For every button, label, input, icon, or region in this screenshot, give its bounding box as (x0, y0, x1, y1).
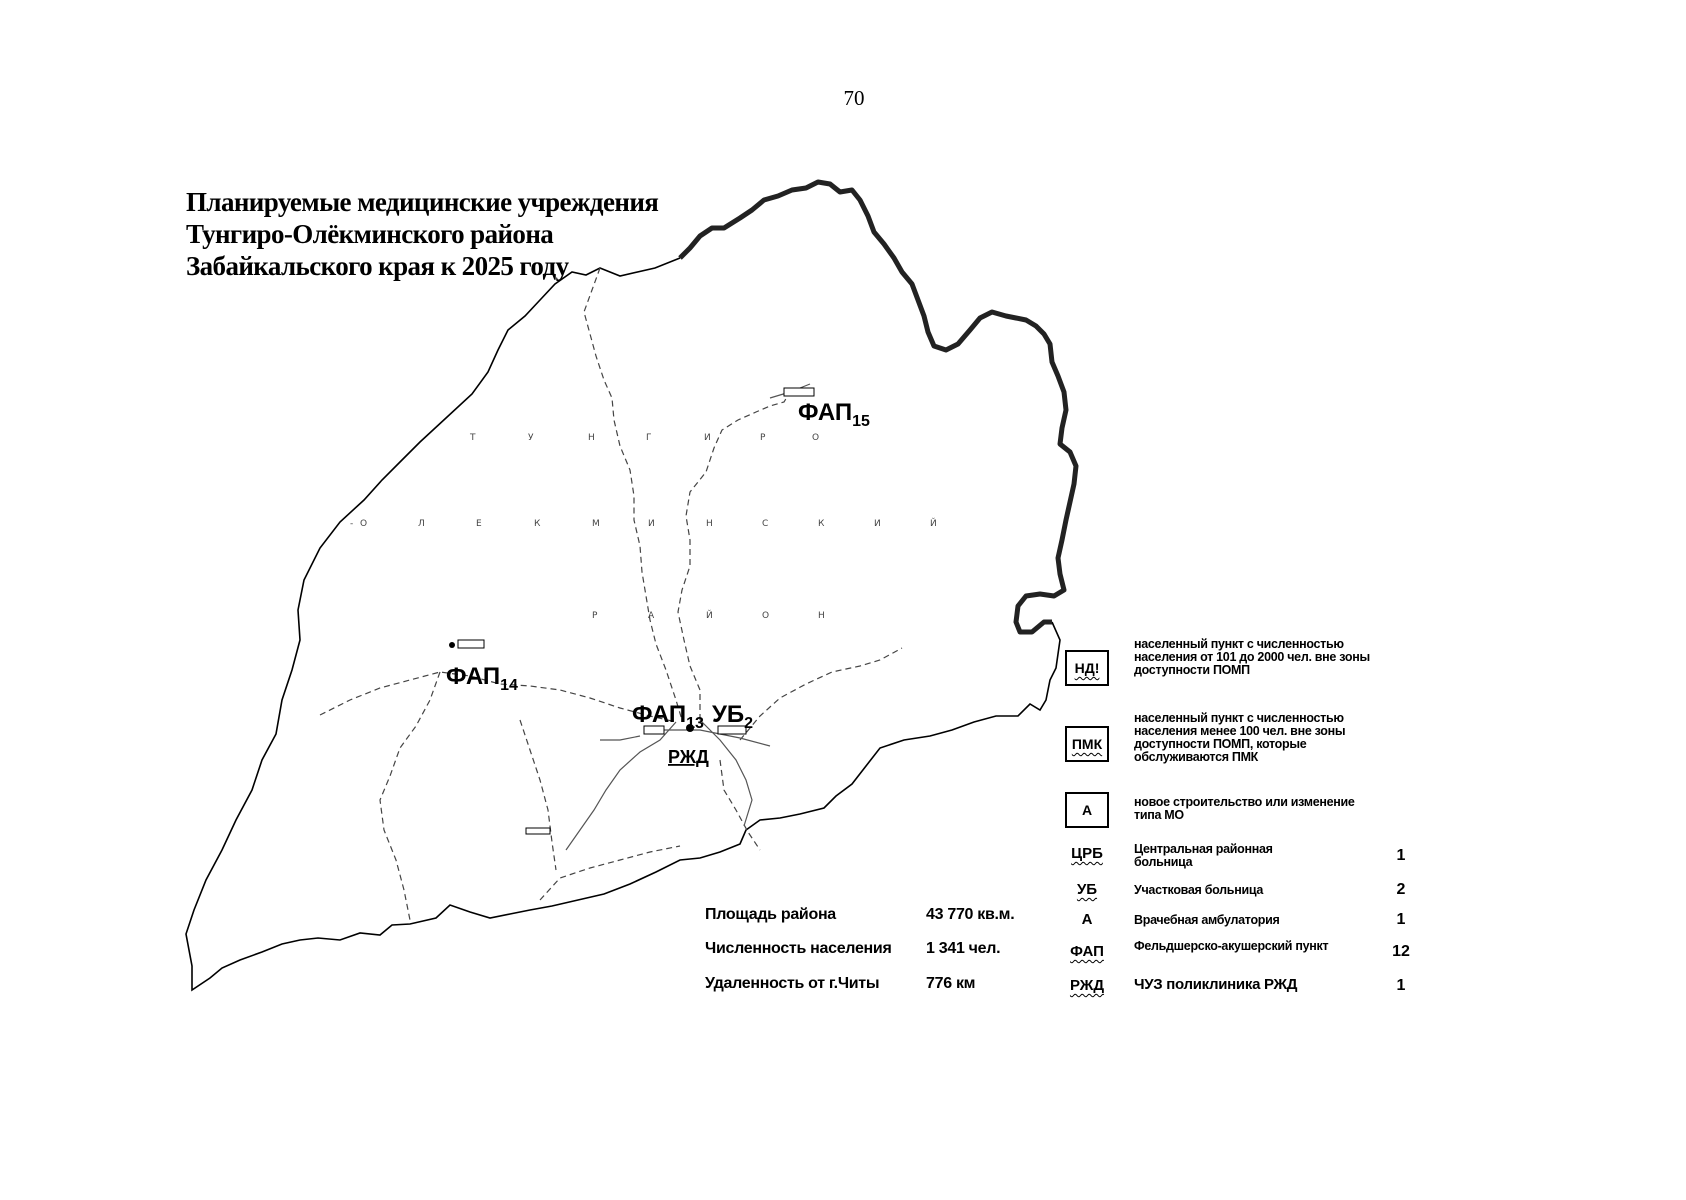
region-letter: У (528, 433, 534, 443)
legend-count-crb: 1 (1396, 847, 1406, 864)
region-name-letters (350, 433, 937, 621)
legend-pmk-symbol (1065, 726, 1109, 762)
region-letter: И (874, 519, 881, 529)
region-letter: Н (818, 611, 825, 621)
fap15-sub: 15 (852, 413, 870, 430)
region-letter: К (534, 519, 541, 529)
region-letter: Й (706, 611, 713, 621)
stat-distance-value: 776 км (926, 975, 976, 992)
region-letter: О (360, 519, 368, 529)
legend-code-rzhd: РЖД (1069, 977, 1105, 994)
map-title-line-3: Забайкальского края к 2025 году (186, 251, 569, 281)
legend-count-rzhd: 1 (1396, 977, 1406, 994)
fap14-sub: 14 (500, 677, 518, 694)
region-letter: Е (476, 519, 482, 529)
fap14-label (446, 663, 518, 694)
stat-area-value: 43 770 кв.м. (926, 906, 1015, 923)
facility-labels (446, 399, 870, 767)
fap15-label (798, 399, 870, 430)
region-letter: Р (592, 611, 598, 621)
legend-desc-ub: Участковая больница (1134, 883, 1264, 897)
region-letter: Н (588, 433, 595, 443)
ub2-base: УБ (711, 701, 745, 728)
map-title-line-2: Тунгиро-Олёкминского района (186, 219, 554, 249)
region-letter: Н (706, 519, 713, 529)
region-letter: - (350, 519, 354, 529)
legend-a-new-description: новое строительство или изменение типа МО (1134, 795, 1355, 822)
fap14-base: ФАП (446, 663, 501, 690)
page-number: 70 (843, 86, 865, 110)
legend-desc-rzhd: ЧУЗ поликлиника РЖД (1134, 976, 1298, 993)
region-letter: М (592, 519, 600, 529)
region-letter: Г (646, 433, 652, 443)
region-letter: С (762, 519, 769, 529)
legend-count-a: 1 (1396, 911, 1406, 928)
region-letter: А (648, 611, 655, 621)
legend-code-fap: ФАП (1070, 943, 1104, 960)
legend-code-a: А (1081, 911, 1093, 928)
legend-pmk-symbol-text: ПМК (1071, 736, 1103, 752)
legend-nd-symbol-text: НД! (1074, 660, 1100, 676)
legend-count-fap: 12 (1392, 943, 1410, 960)
legend-a-new-symbol-text: А (1081, 802, 1093, 818)
fap15-base: ФАП (798, 399, 853, 426)
legend-desc-crb: Центральная районная больница (1134, 842, 1273, 869)
region-letter: О (812, 433, 820, 443)
legend-desc-a: Врачебная амбулатория (1134, 913, 1280, 927)
region-letter: И (704, 433, 711, 443)
fap13-ub2-label (632, 701, 753, 732)
stat-population-value: 1 341 чел. (926, 940, 1001, 957)
region-letter: И (648, 519, 655, 529)
stat-distance-label: Удаленность от г.Читы (705, 975, 880, 992)
legend-nd-symbol (1065, 650, 1109, 686)
legend-code-crb: ЦРБ (1071, 845, 1103, 862)
map-title-line-1: Планируемые медицинские учреждения (186, 187, 659, 217)
legend-pmk-description: населенный пункт с численностью населения менее 100 чел. вне зоны доступности ПОМП, которые обслуживаются ПМК (1134, 711, 1346, 764)
legend-desc-fap: Фельдшерско-акушерский пункт (1134, 939, 1329, 953)
district-boundary (186, 258, 1060, 990)
fap13-base: ФАП (632, 701, 687, 728)
state-border (680, 182, 1076, 632)
settlement-markers (449, 388, 814, 834)
region-letter: Т (470, 433, 476, 443)
region-letter: Л (418, 519, 425, 529)
legend-a-new-symbol (1065, 792, 1109, 828)
stat-area-label: Площадь района (705, 906, 836, 923)
ub2-sub: 2 (744, 715, 754, 732)
legend-nd-description: населенный пункт с численностью населения от 101 до 2000 чел. вне зоны доступности ПОМП (1134, 637, 1370, 677)
roads (566, 384, 810, 850)
region-letter: О (762, 611, 770, 621)
internal-boundaries (320, 268, 902, 920)
fap13-sub: 13 (686, 715, 704, 732)
stat-population-label: Численность населения (705, 940, 892, 957)
region-letter: К (818, 519, 825, 529)
region-letter: Р (760, 433, 766, 443)
legend-count-ub: 2 (1396, 881, 1406, 898)
region-letter: Й (930, 519, 937, 529)
rzhd-label: РЖД (668, 747, 709, 767)
legend-code-ub: УБ (1076, 881, 1098, 898)
